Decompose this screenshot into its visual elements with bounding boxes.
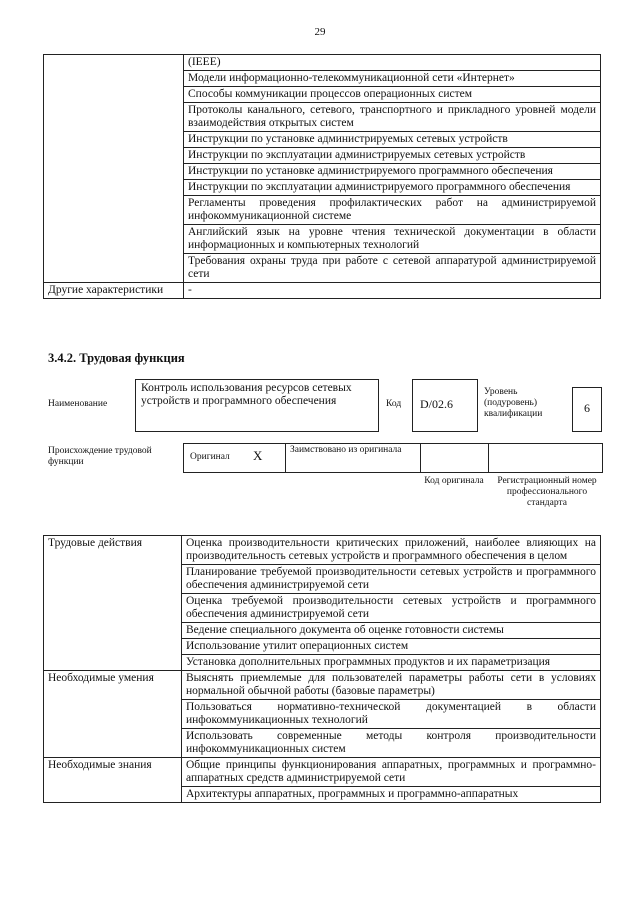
section-heading: 3.4.2. Трудовая функция <box>48 351 185 365</box>
list-item: Установка дополнительных программных продуктов и их параметризация <box>182 655 601 671</box>
list-item: Регламенты проведения профилактических работ на администрируемой инфокоммуникационной системе <box>184 196 601 225</box>
list-item: Английский язык на уровне чтения технической документации в области информационных и компьютерных технологий <box>184 225 601 254</box>
list-item: Протоколы канального, сетевого, транспортного и прикладного уровней модели взаимодействия открытых систем <box>184 103 601 132</box>
other-characteristics-label: Другие характеристики <box>44 283 184 299</box>
table-row <box>44 671 601 700</box>
code-label: Код <box>386 399 402 409</box>
list-item: Планирование требуемой производительности сетевых устройств и программного обеспечения администрируемой сети <box>182 565 601 594</box>
list-item: Пользоваться нормативно-технической документацией в области инфокоммуникационных технологий <box>182 700 601 729</box>
list-item: Модели информационно-телекоммуникационной сети «Интернет» <box>184 71 601 87</box>
knowledge-continuation-table <box>43 54 601 299</box>
table-row <box>44 536 601 565</box>
list-item: Инструкции по установке администрируемых сетевых устройств <box>184 132 601 148</box>
origin-divider <box>488 443 489 473</box>
list-item: Выяснять приемлемые для пользователей параметры работы сети в условиях нормальной обычной работы (базовые параметры) <box>182 671 601 700</box>
list-item: Архитектуры аппаратных, программных и программно-аппаратных <box>182 787 601 803</box>
level-value: 6 <box>584 401 590 415</box>
table-row <box>44 758 601 787</box>
original-mark: X <box>253 448 263 463</box>
original-label: Оригинал <box>190 452 230 462</box>
list-item: Инструкции по установке администрируемого программного обеспечения <box>184 164 601 180</box>
list-item: Требования охраны труда при работе с сетевой аппаратурой администрируемой сети <box>184 254 601 283</box>
list-item: Использование утилит операционных систем <box>182 639 601 655</box>
origin-divider <box>420 443 421 473</box>
code-caption: Код оригинала <box>424 476 484 486</box>
labor-function-table <box>43 535 601 803</box>
name-value: Контроль использования ресурсов сетевых устройств и программного обеспечения <box>141 382 352 407</box>
list-item: Использовать современные методы контроля производительности инфокоммуникационных систем <box>182 729 601 758</box>
knowledge-label: Необходимые знания <box>44 758 182 803</box>
borrowed-label: Заимствовано из оригинала <box>290 445 402 455</box>
name-label: Наименование <box>48 399 108 409</box>
skills-label: Необходимые умения <box>44 671 182 758</box>
page-number: 29 <box>314 26 326 38</box>
list-item: Ведение специального документа об оценке готовности системы <box>182 623 601 639</box>
list-item: Инструкции по эксплуатации администрируемых сетевых устройств <box>184 148 601 164</box>
list-item: Общие принципы функционирования аппаратных, программных и программно-аппаратных средств администрируемой сети <box>182 758 601 787</box>
origin-divider <box>285 443 286 473</box>
origin-label: Происхождение трудовой функции <box>48 446 152 467</box>
list-item: Оценка производительности критических приложений, наиболее влияющих на производительность сетевых устройств и программного обеспечения в целом <box>182 536 601 565</box>
other-characteristics-value: - <box>184 283 601 299</box>
table-row <box>44 283 601 299</box>
table-row <box>44 55 601 71</box>
empty-label-cell <box>44 55 184 283</box>
list-item: Способы коммуникации процессов операционных систем <box>184 87 601 103</box>
list-item: Оценка требуемой производительности сетевых устройств и программного обеспечения администрируемой сети <box>182 594 601 623</box>
level-label: Уровень (подуровень) квалификации <box>484 387 543 419</box>
registration-caption: Регистрационный номер профессионального стандарта <box>497 476 597 508</box>
code-value: D/02.6 <box>420 397 453 411</box>
list-item: (IEEE) <box>184 55 601 71</box>
list-item: Инструкции по эксплуатации администрируемого программного обеспечения <box>184 180 601 196</box>
labor-actions-label: Трудовые действия <box>44 536 182 671</box>
